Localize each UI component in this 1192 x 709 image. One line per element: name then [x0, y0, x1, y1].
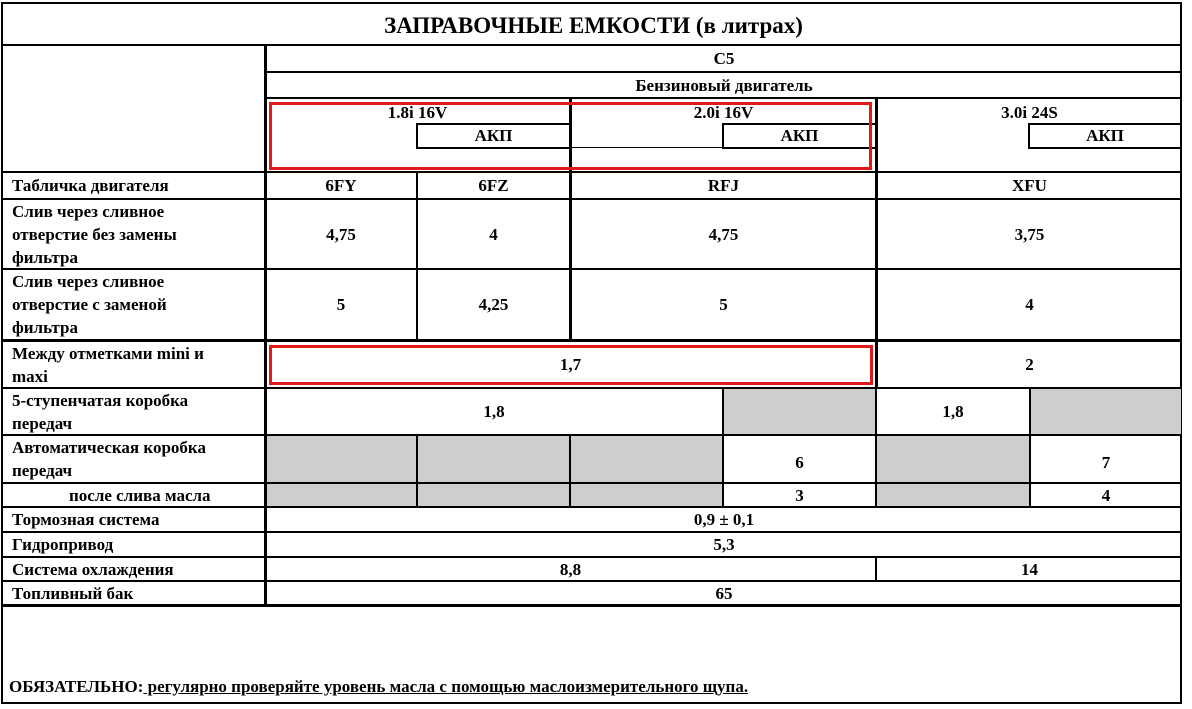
- value-cell: 5: [719, 295, 728, 314]
- akp-2-0-label: АКП: [722, 123, 877, 149]
- value-cell: 6: [795, 452, 804, 472]
- row-label-manual-gearbox: 5-ступенчатая коробка передач: [12, 390, 189, 433]
- grey-cell: [1031, 389, 1181, 435]
- value-cell: 8,8: [559, 559, 582, 579]
- value-cell: 65: [715, 583, 733, 603]
- value-cell: 4,75: [326, 224, 356, 244]
- page-title: ЗАПРАВОЧНЫЕ ЕМКОСТИ (в литрах): [384, 13, 803, 38]
- row-label-drain-no-filter: Слив через сливное отверстие без замены фильтра: [12, 201, 177, 267]
- row-label-drain-with-filter: Слив через сливное отверстие с заменой фильтра: [12, 272, 167, 337]
- row-label-auto-gearbox: Автоматическая коробка передач: [12, 438, 206, 480]
- value-cell: 3,75: [1014, 224, 1045, 244]
- value-cell: 1,8: [942, 402, 964, 421]
- model-header: C5: [713, 49, 735, 68]
- value-cell: 4: [489, 224, 498, 244]
- value-cell: 0,9 ± 0,1: [693, 510, 755, 529]
- grey-cell: [877, 436, 1029, 506]
- row-label-engine-code: Табличка двигателя: [12, 176, 169, 195]
- row-label-cooling: Система охлаждения: [12, 559, 174, 579]
- value-cell: 4,75: [708, 224, 739, 244]
- engine-3-0-header: 3.0i 24S: [1001, 102, 1058, 122]
- footnote: [9, 677, 748, 697]
- row-label-brakes: Тормозная система: [12, 510, 160, 529]
- value-cell: 14: [1021, 559, 1038, 579]
- value-cell: 7: [1101, 452, 1111, 472]
- engine-2-0-header: 2.0i 16V: [693, 102, 754, 122]
- highlight-engine-columns: [269, 102, 872, 170]
- row-label-fuel-tank: Топливный бак: [12, 583, 134, 603]
- akp-1-8-label: АКП: [416, 123, 571, 149]
- value-cell: 2: [1025, 355, 1034, 374]
- footnote-strong: ОБЯЗАТЕЛЬНО:: [9, 677, 144, 696]
- engine-type-header: Бензиновый двигатель: [635, 75, 813, 95]
- code-6fz: 6FZ: [478, 176, 509, 195]
- value-cell: 4,25: [478, 295, 509, 314]
- code-6fy: 6FY: [325, 176, 357, 195]
- footnote-text: регулярно проверяйте уровень масла с помощью маслоизмерительного щупа.: [143, 677, 749, 696]
- grey-cell: [724, 389, 875, 435]
- engine-1-8-header: 1.8i 16V: [387, 102, 448, 122]
- highlight-min-max-value: [269, 345, 873, 385]
- akp-3-0-label: АКП: [1028, 123, 1182, 149]
- value-cell: 1,7: [559, 355, 582, 374]
- code-xfu: XFU: [1012, 176, 1047, 195]
- value-cell: 4: [1025, 295, 1034, 314]
- row-label-hydraulics: Гидропривод: [12, 535, 114, 554]
- value-cell: 3: [795, 485, 804, 505]
- row-label-min-max: Между отметками mini и maxi: [12, 343, 204, 386]
- grey-cell: [266, 436, 722, 506]
- value-cell: 5,3: [713, 535, 735, 554]
- row-label-after-drain: после слива масла: [69, 485, 211, 505]
- value-cell: 1,8: [483, 402, 505, 421]
- code-rfj: RFJ: [707, 176, 740, 195]
- value-cell: 4: [1101, 485, 1111, 505]
- value-cell: 5: [336, 295, 346, 314]
